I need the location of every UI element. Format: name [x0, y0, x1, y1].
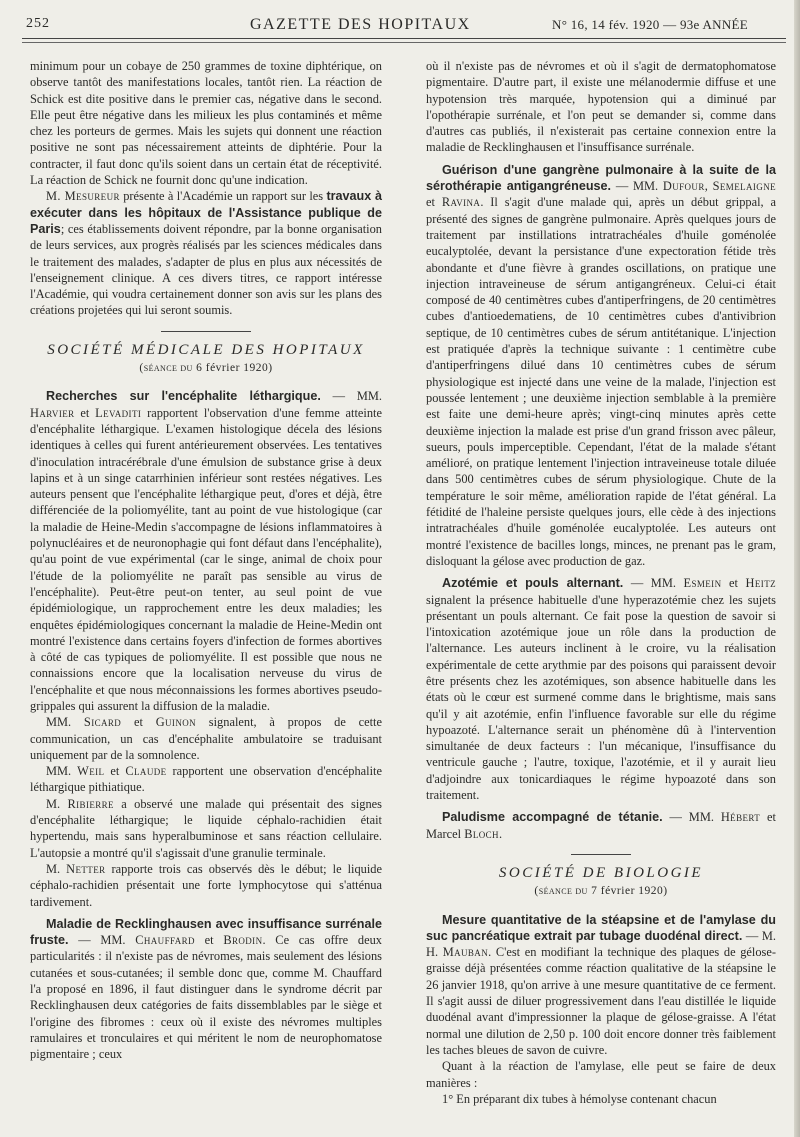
author-name: Guinon [155, 715, 197, 730]
text-run: M. [46, 861, 67, 876]
paragraph-steapsine [426, 912, 776, 1059]
article-heading: Azotémie et pouls alternant. [442, 576, 624, 591]
paragraph-paludisme [426, 809, 776, 842]
text-run: et [104, 764, 126, 779]
page-number: 252 [26, 16, 50, 31]
text-run: ( [534, 885, 539, 898]
author-name: Brodin [223, 933, 263, 948]
text-run: ( [139, 362, 144, 375]
text-run: et [121, 715, 156, 730]
author-name: Hébert [720, 810, 761, 825]
author-name: Levaditi [95, 405, 142, 420]
article-heading: Recherches sur l'encéphalite léthargique. [46, 389, 321, 404]
paragraph-encephalite [30, 388, 382, 714]
society-title: SOCIÉTÉ MÉDICALE DES HOPITAUX [47, 341, 365, 358]
author-name: Chauffard [135, 933, 195, 948]
paragraph-weil [30, 763, 382, 796]
paragraph-azotemie [426, 575, 776, 803]
paragraph-amylase: Quant à la réaction de l'amylase, elle peut se faire de deux manières : [426, 1059, 776, 1090]
section-separator [161, 331, 251, 332]
paragraph-mesureur [30, 188, 382, 318]
header-rule [22, 38, 786, 39]
author-name: Bloch [464, 826, 499, 841]
text-run: — MM. [68, 933, 136, 948]
text-run: ; ces établissements doivent répondre, par la bonne organisation de leurs services, aux progrès réalisés par les sciences médicales dans le traitement des malades, s'adapter de plus en plus aux nécessités de l'enseignement clinique. A ces divers titres, ce rapport intéresse l'Académie, qui voudra certainement donner son avis sur les plans des créations projetées qui lui seront soumis. [30, 221, 382, 318]
text-run: et Marcel [426, 810, 776, 841]
session-date [426, 883, 776, 899]
paragraph-ribierre [30, 796, 382, 861]
page-header [22, 14, 786, 36]
text-run: — MM. [320, 389, 382, 404]
article-heading: Mesure quantitative de la stéapsine et de l'amylase du suc pancréatique extrait par tubage duodénal direct. [426, 912, 776, 943]
paragraph-recklinghausen-cont: où il n'existe pas de névromes et où il s'agit de dermatophomatose pigmentaire. D'autre part, il existe une mélanodermie diffuse et une hypotension très marquée, hypotension qui a diminué par l'opothérapie surrénale, et l'on peut se demander si, comme dans d'autres cas publiés, il n'existerait pas certaine connexion entre la maladie de Recklinghausen et l'insuffisance surrénale. [426, 59, 776, 155]
text-run: rapportent une observation d'encéphalite léthargique pithiatique. [30, 764, 382, 795]
text-run: M. [46, 796, 68, 811]
society-title: SOCIÉTÉ DE BIOLOGIE [498, 864, 704, 881]
text-run: présente à l'Académie un rapport sur les [119, 189, 327, 204]
article-heading: Maladie de Recklinghausen avec insuffisance surrénale fruste. [30, 916, 382, 948]
text-run: — MM. [611, 179, 663, 194]
author-name: Esmein [683, 576, 722, 591]
text-run: séance du [143, 362, 193, 375]
text-run: et [74, 405, 96, 420]
header-rule-thin [22, 42, 786, 43]
author-name: Sicard [83, 715, 122, 730]
author-name: Ribierre [67, 796, 114, 811]
text-run: . Ce cas offre deux particularités : il n'existe pas de névromes, mais seulement des lésions cutanées et sous-cutanées; il semble donc que, comme M. Chauffard l'a proposé en 1896, il faut distinguer dans le syndrome décrit par Recklinghausen deux catégories de faits dissemblables par le siège et l'origine des fibromes : ceux où il existe des névromes multiples ramulaires et tronculaires et qui méritent le nom de neurophomatose pigmentaire ; ceux [30, 933, 382, 1062]
text-run: rapportent l'observation d'une femme atteinte d'encéphalite léthargique. L'examen histologique décela des lésions identiques à celles qui furent antérieurement observées. Les tentatives d'inoculation intracérébrale d'une émulsion de substance grise à deux lapins et à un singe catarrhinien inférieur sont restées négatives. Les auteurs pensent que l'encéphalite léthargique peut, d'ores et déjà, être différenciée de la poliomyélite, tant au point de vue histologique (car la maladie de Heine-Medin s'accompagne de lésions inflammatoires à polynucléaires et de neuronophagie qui font défaut dans l'encéphalite), qu'au point de vue expérimental (car le singe, animal de choix pour l'étude de la poliomyélite ne paraît pas sensible au virus de l'encéphalite). Peut-être peut-on tenter, au seul point de vue épidémiologique, un rapprochement entre les deux maladies; les enquêtes épidémiologiques concernant la maladie de Heine-Medin ont montré l'existence dans certains foyers d'infection de formes abortives à côté de cas typiques de poliomyélite. Il est possible que nous ne connaissions encore que la localisation nerveuse du virus de l'encéphalite et que nous méconnaissions les formes abortives pseudo-grippales qui assurent la diffusion de la maladie. [30, 405, 382, 713]
text-run: rapporte trois cas observés dès le début; le liquide céphalo-rachidien présentait une forte lymphocytose qui s'atténua tardivement. [30, 861, 383, 909]
text-run: et [194, 933, 224, 948]
text-run: et [721, 576, 746, 591]
paragraph-netter [30, 861, 382, 910]
page-edge-shadow [794, 0, 800, 1137]
paragraph-amylase-method-1: 1° En préparant dix tubes à hémolyse contenant chacun [442, 1091, 717, 1106]
author-name: Netter [66, 861, 106, 876]
text-run: . Il s'agit d'une malade qui, après un début grippal, a présenté des signes de gangrène pulmonaire. Après quelques jours de traitement par instillations intratrachéales d'huile goménolée eucalyptolée, devant la persistance d'une expectoration fétide très abondante et d'une fièvre à grandes oscillations, on pratique une injection intraveineuse de sérum antigangréneux. Celui-ci était composé de 40 centimètres cubes d'antiperfringens, de 20 centimètres cubes d'antioedematiens, de 10 centimètres cubes d'antivibrion septique, de 10 centimètres cubes de sérum antitétanique. L'injection est pratiquée d'après la technique suivante : 1 centimètre cube d'antiperfringens dilué dans 10 centimètres cubes de sérum physiologique est injecté dans une veine de la malade, l'injection est poussée lentement ; une deuxième injection semblable à la première est faite une demi-heure après; vingt-cinq minutes après cette deuxième injection la malade est prise d'un grand frisson avec pâleur, sueurs, pouls imperceptible. Cependant, l'état de la malade s'étant amélioré, on pratique lentement l'injection intraveineuse totale diluée dans 500 centimètres cubes de sérum physiologique. Chute de la température le soir même, amélioration rapide de l'état général. La fétidité de l'haleine persiste quelques jours, elle cède à des injections intratrachéales d'huile goménolée eucalyptolée. Les auteurs ont montré l'existence de bacilles longs, minces, ne prenant pas le gram, disloquant la gélose avec production de gaz. [426, 195, 776, 568]
text-run: a observé une malade qui présentait des signes d'encéphalite léthargique; le liquide céphalo-rachidien était hypertendu, mais sans hyperalbuminose et sans réaction cellulaire. L'autopsie a montré qu'il s'agissait d'une granulie terminale. [30, 796, 382, 860]
text-run: — MM. [662, 810, 721, 825]
author-name: Claude [125, 764, 167, 779]
paragraph-recklinghausen [30, 916, 382, 1063]
highlight-title: travaux à exécuter dans les hôpitaux de l'Assistance publique de Paris [30, 189, 382, 236]
left-column [30, 58, 382, 1063]
text-run: — MM. [623, 576, 684, 591]
paragraph-sicard [30, 714, 382, 763]
paragraph-gangrene [426, 162, 776, 569]
journal-title: GAZETTE DES HOPITAUX [250, 16, 471, 33]
article-heading: Paludisme accompagné de tétanie. [442, 810, 663, 825]
text-run: MM. [46, 764, 78, 779]
author-name: M. Mesureur [46, 189, 120, 204]
text-run: et [426, 195, 442, 210]
author-name: Mauban [442, 945, 489, 960]
section-separator [571, 854, 631, 855]
text-run: , [704, 179, 713, 194]
issue-info: N° 16, 14 fév. 1920 — 93e ANNÉE [552, 17, 748, 32]
text-run: — M. H. [426, 928, 777, 960]
author-name: Semelaigne [712, 179, 776, 194]
session-date [30, 360, 382, 376]
author-name: Harvier [30, 405, 75, 420]
text-run: signalent, à propos de cette communication, un cas d'encéphalite ambulatoire se traduisant uniquement par de la somnolence. [30, 715, 382, 762]
text-run: 6 février 1920) [192, 362, 273, 375]
text-run: signalent la présence habituelle d'une hyperazotémie chez les sujets présentant un pouls alternant. Ce fait pose la question de savoir si l'intoxication azotémique joue un rôle dans la production de l'alternance. Les auteurs inclinent à le croire, vu la réalisation expérimentale de cette arythmie par des poisons qui paraissent devoir être présents chez les azotémiques, son absence habituelle dans les états où le cœur est surmené comme dans le brightisme, mais sans qu'il y ait azotémie, enfin l'influence favorable sur elle du régime hypoazoté. L'alternance serait un phénomène dû à l'intervention simultanée de deux facteurs : l'un mécanique, l'insuffisance du ventricule gauche ; l'autre, toxique, l'azotémie, et il y aurait lieu d'adjoindre aux tonicardiaques le régime hypoazoté dans son traitement. [426, 592, 776, 803]
paragraph-schick: minimum pour un cobaye de 250 grammes de toxine diphtérique, on observe tantôt des manifestations locales, tantôt rien. La réaction de Schick est dite positive dans le premier cas, négative dans le second. Elle peut être négative dans les milieux les plus contaminés et même chez les porteurs de germes. Mais les sujets qui donnent une réaction positive ne sont pas nécessairement atteints de diphtérie. Pour la contracter, il faut donc qu'ils soient dans un certain état de réceptivité. La réaction de Schick ne fournit donc qu'une indication. [30, 59, 382, 188]
right-column [426, 58, 776, 1107]
article-heading: Guérison d'une gangrène pulmonaire à la suite de la sérothérapie antigangréneuse. [426, 162, 776, 194]
text-run: MM. [46, 715, 84, 730]
author-name: Ravina [441, 195, 481, 210]
text-run: séance du [538, 885, 588, 898]
author-name: Heitz [745, 576, 776, 591]
author-name: Dufour [662, 179, 705, 194]
text-run: 7 février 1920) [587, 885, 668, 898]
text-run: . C'est en modifiant la technique des plaques de gélose-graisse déjà présentées comme réaction qualitative de la stéapsine le 26 janvier 1918, qu'on arrive à une mesure quantitative de ce ferment. Il s'agit aussi de diluer progressivement dans l'eau distillée le liquide duodénal avant d'impressionner la plaque de gélose-graisse. A l'état normal une dilution de 2,50 p. 100 doit encore donner très faiblement les taches bleues de savon de cuivre. [426, 945, 776, 1057]
text-run: . [498, 826, 503, 841]
author-name: Weil [77, 764, 105, 779]
